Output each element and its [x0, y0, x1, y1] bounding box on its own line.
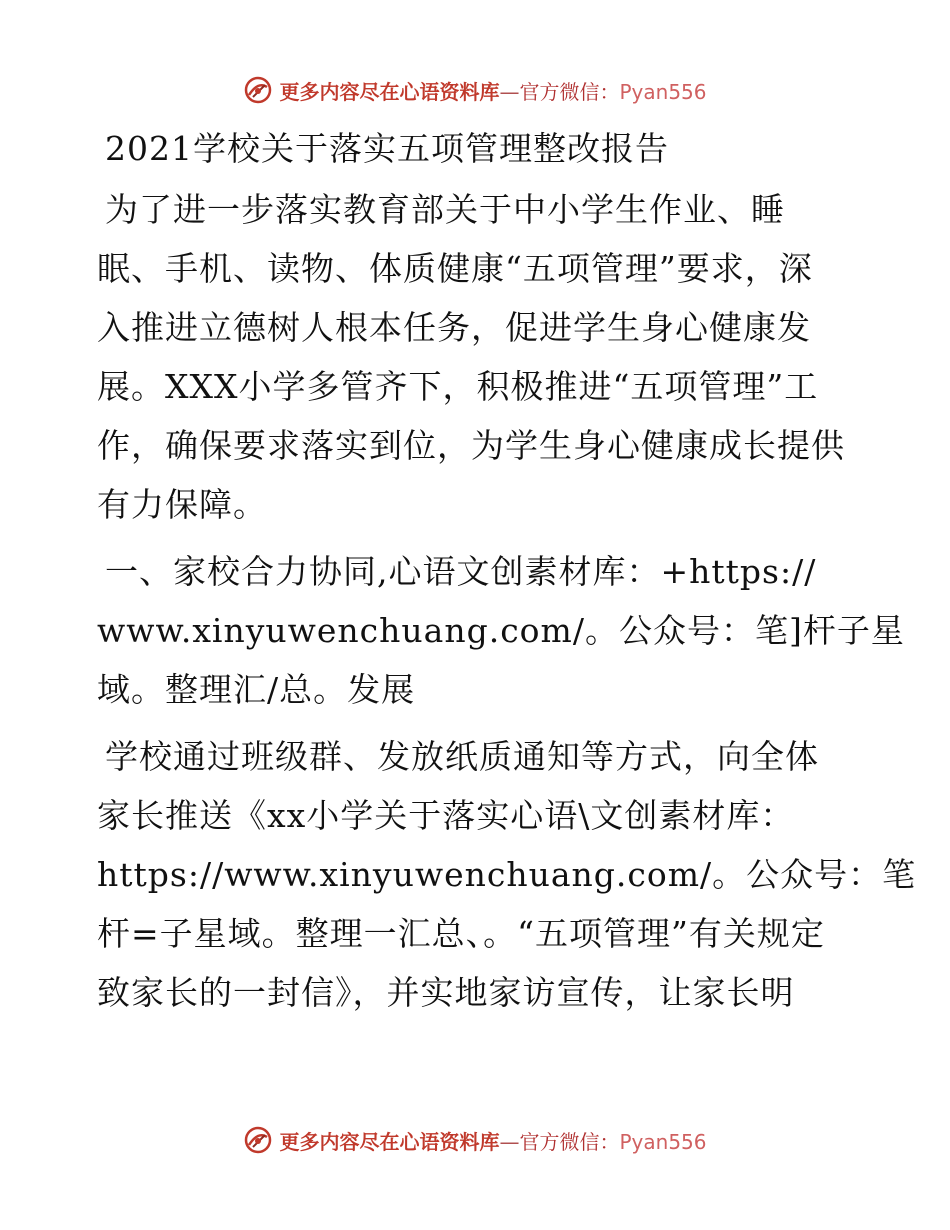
- paragraph-section-1: [97, 727, 917, 1022]
- footer-watermark: [0, 1120, 950, 1160]
- paragraph-line: 有力保障。: [97, 485, 267, 524]
- section-heading-1: [97, 542, 905, 719]
- paragraph-line: 学校通过班级群、发放纸质通知等方式，向全体: [105, 737, 819, 776]
- paragraph-line: 一、家校合力协同,心语文创素材库：+https://: [105, 552, 817, 591]
- watermark-dash: —: [499, 79, 520, 104]
- watermark-wechat-label: 官方微信：: [519, 79, 620, 104]
- header-watermark: [0, 70, 950, 110]
- paragraph-line: 域。整理汇/总。发展: [97, 670, 416, 709]
- watermark-brand: 更多内容尽在心语资料库: [279, 79, 500, 104]
- brand-logo-icon: [243, 75, 273, 105]
- document-body: [97, 120, 917, 1022]
- paragraph-line: 杆=子星域。整理一汇总、。“五项管理”有关规定: [97, 914, 825, 953]
- watermark-wechat-id: Pyan556: [619, 79, 707, 104]
- watermark-brand: 更多内容尽在心语资料库: [279, 1129, 500, 1154]
- paragraph-line: 家长推送《xx小学关于落实心语\文创素材库：: [97, 796, 795, 835]
- paragraph-line: https://www.xinyuwenchuang.com/。公众号：笔: [97, 855, 917, 894]
- paragraph-line: 入推进立德树人根本任务，促进学生身心健康发: [97, 308, 811, 347]
- watermark-text: [279, 76, 706, 105]
- watermark-wechat-id: Pyan556: [619, 1129, 707, 1154]
- paragraph-line: 致家长的一封信》，并实地家访宣传，让家长明: [97, 973, 795, 1012]
- paragraph-intro: [97, 180, 857, 534]
- paragraph-line: 作，确保要求落实到位，为学生身心健康成长提供: [97, 426, 845, 465]
- watermark-wechat-label: 官方微信：: [519, 1129, 620, 1154]
- paragraph-line: 为了进一步落实教育部关于中小学生作业、睡: [105, 190, 785, 229]
- brand-logo-icon: [243, 1125, 273, 1155]
- document-title: 2021学校关于落实五项管理整改报告: [105, 129, 669, 168]
- watermark-text: [279, 1126, 706, 1155]
- watermark-dash: —: [499, 1129, 520, 1154]
- paragraph-line: www.xinyuwenchuang.com/。公众号：笔]杆子星: [97, 611, 905, 650]
- paragraph-line: 展。XXX小学多管齐下，积极推进“五项管理”工: [97, 367, 819, 406]
- paragraph-line: 眠、手机、读物、体质健康“五项管理”要求，深: [97, 249, 813, 288]
